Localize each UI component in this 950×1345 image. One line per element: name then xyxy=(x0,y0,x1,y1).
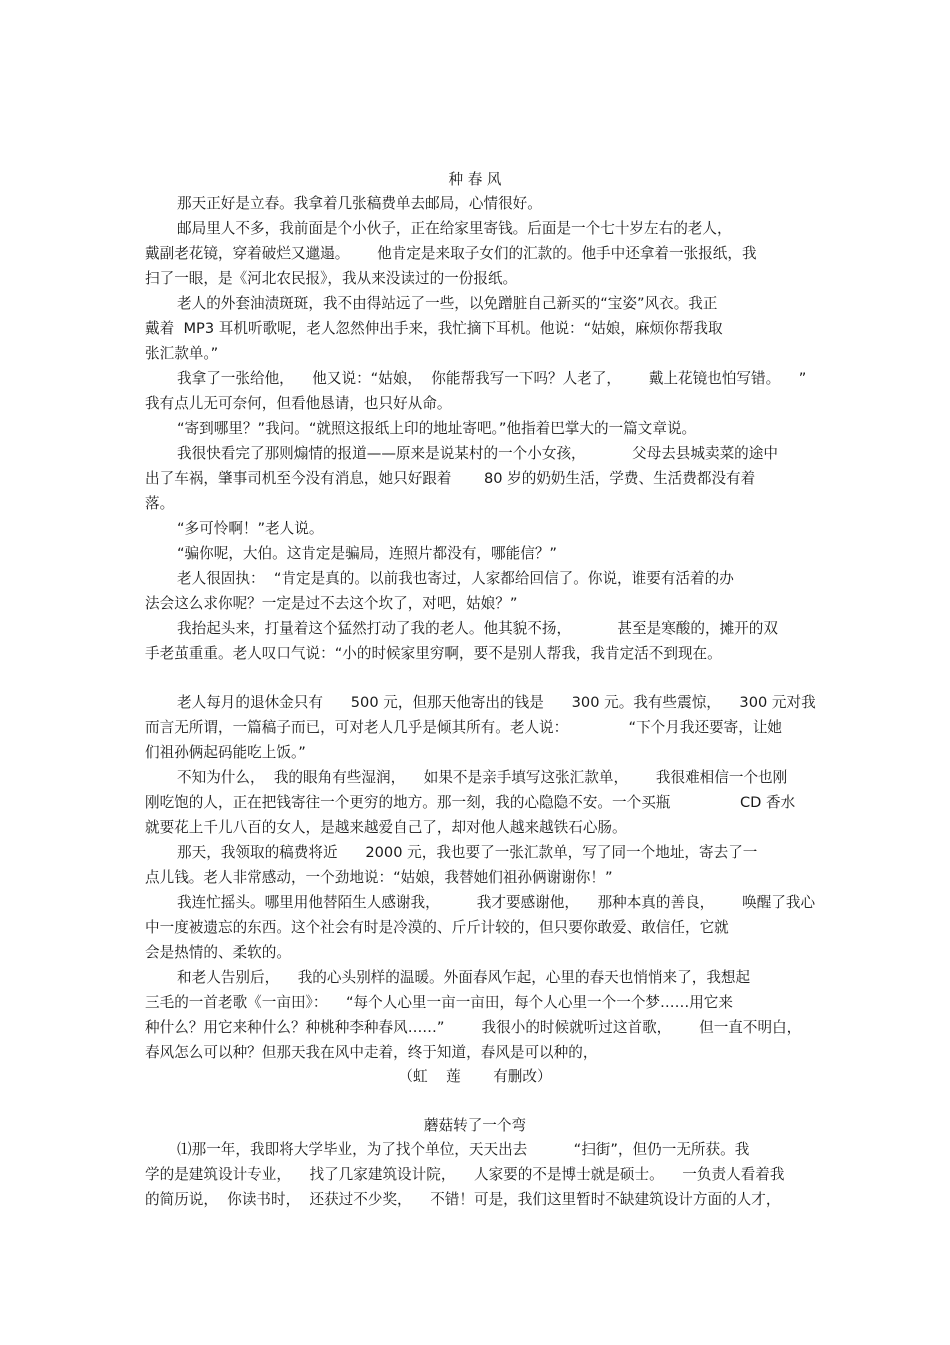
paragraph-line: 那天正好是立春。我拿着几张稿费单去邮局，心情很好。 xyxy=(177,195,542,212)
paragraph-line: 中一度被遗忘的东西。这个社会有时是冷漠的、斤斤计较的，但只要你敢爱、敢信任，它就 xyxy=(145,919,729,936)
paragraph-line: 我连忙摇头。哪里用他替陌生人感谢我， 我才要感谢他， 那种本真的善良， 唤醒了我心 xyxy=(177,894,816,911)
paragraph-line: 刚吃饱的人，正在把钱寄往一个更穷的地方。那一刻，我的心隐隐不安。一个买瓶 CD 香水 xyxy=(145,794,796,811)
paragraph-line: 张汇款单。” xyxy=(145,345,219,362)
paragraph-line: 而言无所谓，一篇稿子而已，可对老人几乎是倾其所有。老人说： “下个月我还要寄，让她 xyxy=(145,719,783,736)
paragraph-line: 我拿了一张给他， 他又说：“姑娘， 你能帮我写一下吗？人老了， 戴上花镜也怕写错。 ” xyxy=(177,370,807,387)
paragraph-line: “骗你呢，大伯。这肯定是骗局，连照片都没有，哪能信？” xyxy=(177,545,557,562)
paragraph-line: 和老人告别后， 我的心头别样的温暖。外面春风乍起，心里的春天也悄悄来了，我想起 xyxy=(177,969,751,986)
paragraph-line: “多可怜啊！”老人说。 xyxy=(177,520,324,537)
paragraph-line: 出了车祸，肇事司机至今没有消息，她只好跟着 80 岁的奶奶生活，学费、生活费都没有着 xyxy=(145,470,756,487)
paragraph-line: 戴副老花镜，穿着破烂又邋遢。 他肯定是来取子女们的汇款的。他手中还拿着一张报纸，我 xyxy=(145,245,757,262)
author-byline: （虹 莲 有删改） xyxy=(398,1068,552,1085)
paragraph-line: 那天，我领取的稿费将近 2000 元，我也要了一张汇款单，写了同一个地址，寄去了一 xyxy=(177,844,758,861)
paragraph-line: 春风怎么可以种？但那天我在风中走着，终于知道，春风是可以种的， xyxy=(145,1044,598,1061)
paragraph-line: 们祖孙俩起码能吃上饭。” xyxy=(145,744,306,761)
paragraph-line: 邮局里人不多，我前面是个小伙子，正在给家里寄钱。后面是一个七十岁左右的老人， xyxy=(177,220,732,237)
paragraph-line: 我很快看完了那则煽情的报道——原来是说某村的一个小女孩， 父母去县城卖菜的途中 xyxy=(177,445,778,462)
paragraph-line: 我有点儿无可奈何，但看他恳请，也只好从命。 xyxy=(145,395,452,412)
paragraph-line: 法会这么求你呢？一定是过不去这个坎了，对吧，姑娘？” xyxy=(145,595,518,612)
story-title: 种 春 风 xyxy=(448,171,502,188)
story-title: 蘑菇转了一个弯 xyxy=(423,1117,527,1134)
paragraph-line: 手老茧重重。老人叹口气说：“小的时候家里穷啊，要不是别人帮我，我肯定活不到现在。 xyxy=(145,645,722,662)
paragraph-line: 老人的外套油渍斑斑，我不由得站远了一些，以免蹭脏自己新买的“宝姿”风衣。我正 xyxy=(177,295,718,312)
paragraph-line: 扫了一眼，是《河北农民报》，我从来没读过的一份报纸。 xyxy=(145,270,518,287)
paragraph-line: 的简历说， 你读书时， 还获过不少奖， 不错！可是，我们这里暂时不缺建筑设计方面的人才， xyxy=(145,1191,781,1208)
paragraph-line: 点儿钱。老人非常感动，一个劲地说：“姑娘，我替她们祖孙俩谢谢你！” xyxy=(145,869,613,886)
paragraph-line: 会是热情的、柔软的。 xyxy=(145,944,291,961)
paragraph-line: 落。 xyxy=(145,495,175,512)
paragraph-line: 不知为什么， 我的眼角有些湿润， 如果不是亲手填写这张汇款单， 我很难相信一个也刚 xyxy=(177,769,788,786)
paragraph-line: 种什么？用它来种什么？种桃种李种春风……” 我很小的时候就听过这首歌， 但一直不明白， xyxy=(145,1019,802,1036)
paragraph-line: 老人每月的退休金只有 500 元，但那天他寄出的钱是 300 元。我有些震惊， 300 元对我 xyxy=(177,694,816,711)
paragraph-line: “寄到哪里？”我问。“就照这报纸上印的地址寄吧。”他指着巴掌大的一篇文章说。 xyxy=(177,420,697,437)
paragraph-line: 我抬起头来，打量着这个猛然打动了我的老人。他其貌不扬， 甚至是寒酸的，摊开的双 xyxy=(177,620,778,637)
paragraph-line: 老人很固执： “肯定是真的。以前我也寄过，人家都给回信了。你说，谁要有活着的办 xyxy=(177,570,734,587)
paragraph-line: 学的是建筑设计专业， 找了几家建筑设计院， 人家要的不是博士就是硕士。 一负责人看着我 xyxy=(145,1166,785,1183)
paragraph-line: 就要花上千儿八百的女人，是越来越爱自己了，却对他人越来越铁石心肠。 xyxy=(145,819,627,836)
paragraph-line: 三毛的一首老歌《一亩田》： “每个人心里一亩一亩田，每个人心里一个一个梦……用它来 xyxy=(145,994,733,1011)
paragraph-line: ⑴那一年，我即将大学毕业，为了找个单位，天天出去 “扫街”，但仍一无所获。我 xyxy=(177,1141,750,1158)
paragraph-line: 戴着 MP3 耳机听歌呢，老人忽然伸出手来，我忙摘下耳机。他说：“姑娘，麻烦你帮我取 xyxy=(145,320,723,337)
